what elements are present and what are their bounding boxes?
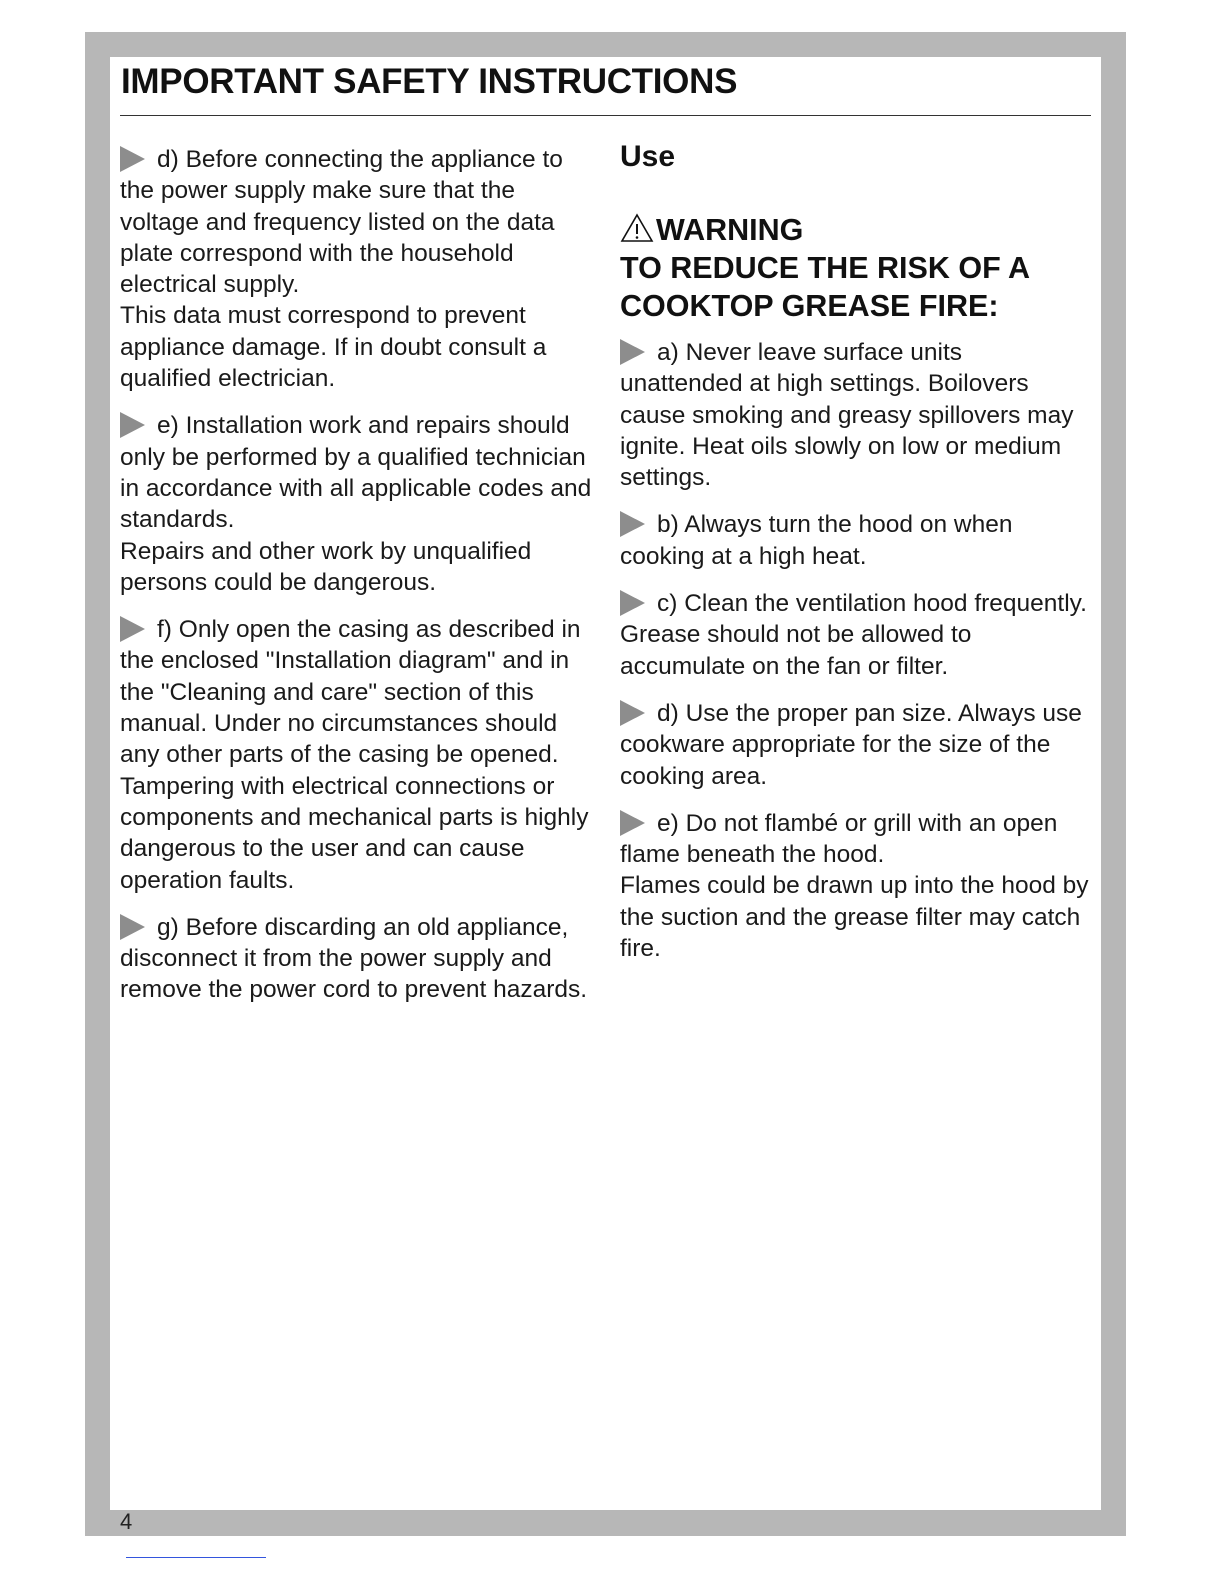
instruction-text: d) Before connecting the appliance to the power supply make sure that the voltage and frequency listed on the data plate correspond with the household electrical supply. — [120, 146, 563, 299]
left-column — [120, 144, 598, 1022]
bullet-triangle-icon — [620, 511, 645, 537]
instruction-continuation: This data must correspond to prevent appliance damage. If in doubt consult a qualified electrician. — [120, 302, 547, 393]
right-column — [620, 138, 1090, 980]
bullet-triangle-icon — [620, 339, 645, 365]
instruction-g-discarding — [120, 912, 598, 1006]
bullet-triangle-icon — [120, 616, 145, 642]
instruction-text: e) Installation work and repairs should only be performed by a qualified technician in accordance with all applicable codes and standards. — [120, 412, 592, 534]
bottom-link-underline — [126, 1557, 266, 1558]
instruction-continuation: Flames could be drawn up into the hood by the suction and the grease filter may catch fire. — [620, 872, 1089, 963]
instruction-continuation: Repairs and other work by unqualified persons could be dangerous. — [120, 537, 532, 596]
instruction-text: a) Never leave surface units unattended at high settings. Boilovers cause smoking and greasy spillovers may ignite. Heat oils slowly on low or medium settings. — [620, 339, 1074, 492]
bullet-triangle-icon — [620, 700, 645, 726]
page-number: 4 — [120, 1509, 133, 1534]
bullet-triangle-icon — [120, 412, 145, 438]
instruction-text: d) Use the proper pan size. Always use cookware appropriate for the size of the cooking area. — [620, 699, 1082, 790]
bullet-triangle-icon — [620, 590, 645, 616]
warning-heading — [620, 211, 1090, 249]
warning-subtitle: TO REDUCE THE RISK OF A COOKTOP GREASE FIRE: — [620, 251, 1029, 323]
instruction-e-installation — [120, 410, 598, 535]
instruction-d-power-supply — [120, 144, 598, 300]
instruction-e-flambe — [620, 808, 1090, 871]
instruction-text: f) Only open the casing as described in the enclosed "Installation diagram" and in the "Cleaning and care" section of this manual. Under no circumstances should any other parts of the casing be opened. Tampering with electrical connections or components and mechanical parts is highly dangerous to the user and can cause operation faults. — [120, 616, 589, 894]
instruction-text: e) Do not flambé or grill with an open flame beneath the hood. — [620, 809, 1058, 869]
instruction-text: b) Always turn the hood on when cooking at a high heat. — [620, 511, 1013, 570]
instruction-d-pan-size — [620, 698, 1090, 792]
bullet-triangle-icon — [620, 810, 645, 836]
title-divider — [120, 115, 1091, 116]
instruction-a-unattended — [620, 337, 1090, 493]
instruction-f-casing — [120, 614, 598, 896]
warning-label: WARNING — [656, 213, 804, 247]
bullet-triangle-icon — [120, 914, 145, 940]
bullet-triangle-icon — [120, 146, 145, 172]
instruction-c-clean-hood — [620, 588, 1090, 682]
warning-triangle-icon — [620, 213, 654, 243]
page-title: IMPORTANT SAFETY INSTRUCTIONS — [121, 62, 738, 101]
instruction-b-hood-on — [620, 509, 1090, 572]
section-heading-use: Use — [620, 140, 676, 173]
instruction-text: c) Clean the ventilation hood frequently. Grease should not be allowed to accumulate on the fan or filter. — [620, 590, 1087, 680]
instruction-text: g) Before discarding an old appliance, disconnect it from the power supply and remove the power cord to prevent hazards. — [120, 913, 588, 1004]
